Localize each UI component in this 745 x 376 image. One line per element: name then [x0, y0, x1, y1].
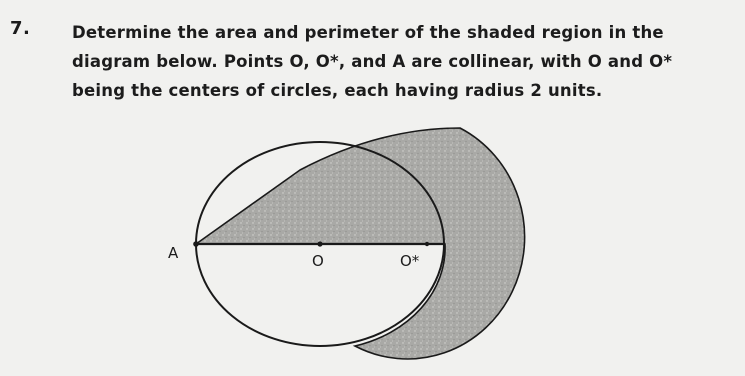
label-a: A [168, 244, 179, 262]
label-o-star: O* [400, 252, 420, 270]
problem-number: 7. [10, 18, 31, 39]
problem-line-1: Determine the area and perimeter of the shaded region in the [72, 23, 664, 42]
point-o [317, 241, 322, 246]
point-o-star [425, 242, 429, 246]
point-a [193, 241, 199, 247]
label-o: O [312, 252, 324, 270]
problem-line-2: diagram below. Points O, O*, and A are collinear, with O and O* [72, 52, 673, 71]
problem-line-3: being the centers of circles, each having radius 2 units. [72, 81, 603, 100]
